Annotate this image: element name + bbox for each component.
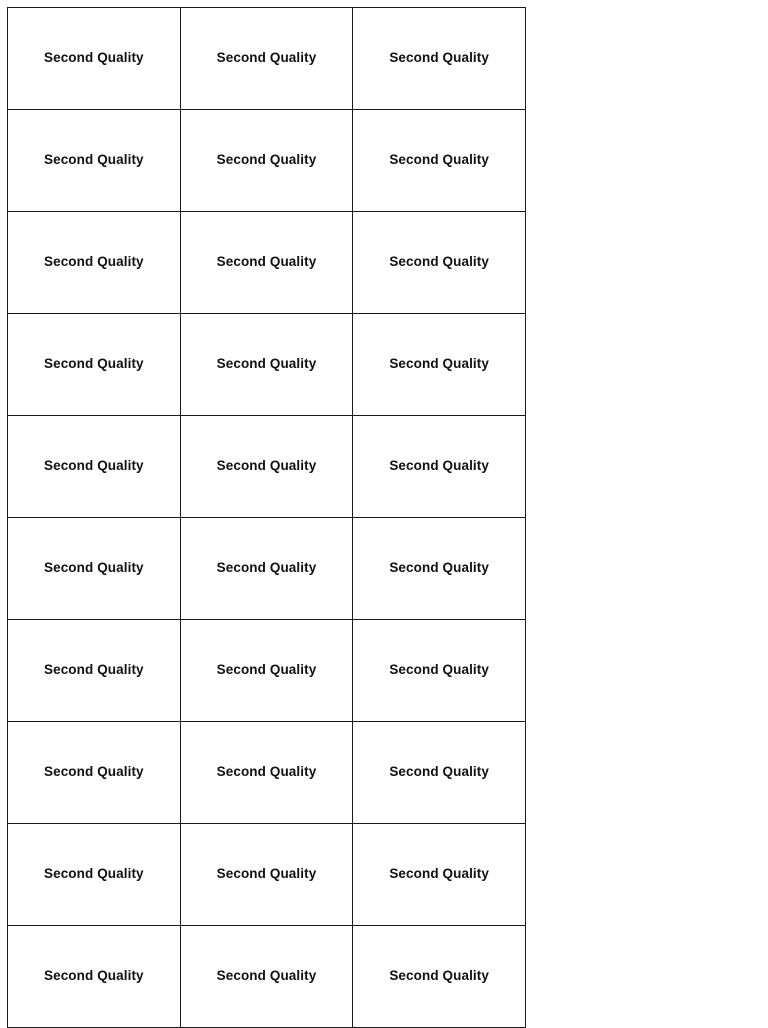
label-row bbox=[8, 314, 526, 416]
label-cell: Second Quality bbox=[353, 824, 526, 926]
label-cell: Second Quality bbox=[180, 722, 353, 824]
label-row bbox=[8, 926, 526, 1028]
label-cell: Second Quality bbox=[180, 416, 353, 518]
label-cell: Second Quality bbox=[353, 8, 526, 110]
label-cell: Second Quality bbox=[180, 212, 353, 314]
label-cell: Second Quality bbox=[180, 8, 353, 110]
label-cell: Second Quality bbox=[180, 314, 353, 416]
label-row bbox=[8, 212, 526, 314]
label-row bbox=[8, 722, 526, 824]
label-cell: Second Quality bbox=[353, 416, 526, 518]
label-row bbox=[8, 518, 526, 620]
label-cell: Second Quality bbox=[353, 518, 526, 620]
label-cell: Second Quality bbox=[8, 314, 181, 416]
label-cell: Second Quality bbox=[353, 110, 526, 212]
label-sheet bbox=[7, 7, 526, 1028]
label-cell: Second Quality bbox=[353, 212, 526, 314]
label-row bbox=[8, 824, 526, 926]
label-cell: Second Quality bbox=[8, 8, 181, 110]
label-cell: Second Quality bbox=[180, 518, 353, 620]
label-row bbox=[8, 110, 526, 212]
label-cell: Second Quality bbox=[8, 620, 181, 722]
label-cell: Second Quality bbox=[180, 926, 353, 1028]
label-cell: Second Quality bbox=[8, 212, 181, 314]
label-cell: Second Quality bbox=[353, 620, 526, 722]
label-cell: Second Quality bbox=[8, 518, 181, 620]
label-row bbox=[8, 620, 526, 722]
label-cell: Second Quality bbox=[180, 110, 353, 212]
label-cell: Second Quality bbox=[8, 416, 181, 518]
label-grid bbox=[8, 8, 526, 1028]
label-cell: Second Quality bbox=[353, 314, 526, 416]
label-cell: Second Quality bbox=[8, 722, 181, 824]
label-cell: Second Quality bbox=[180, 824, 353, 926]
label-cell: Second Quality bbox=[8, 926, 181, 1028]
label-row bbox=[8, 416, 526, 518]
label-cell: Second Quality bbox=[353, 722, 526, 824]
label-cell: Second Quality bbox=[353, 926, 526, 1028]
label-cell: Second Quality bbox=[8, 824, 181, 926]
label-row bbox=[8, 8, 526, 110]
label-cell: Second Quality bbox=[8, 110, 181, 212]
label-cell: Second Quality bbox=[180, 620, 353, 722]
